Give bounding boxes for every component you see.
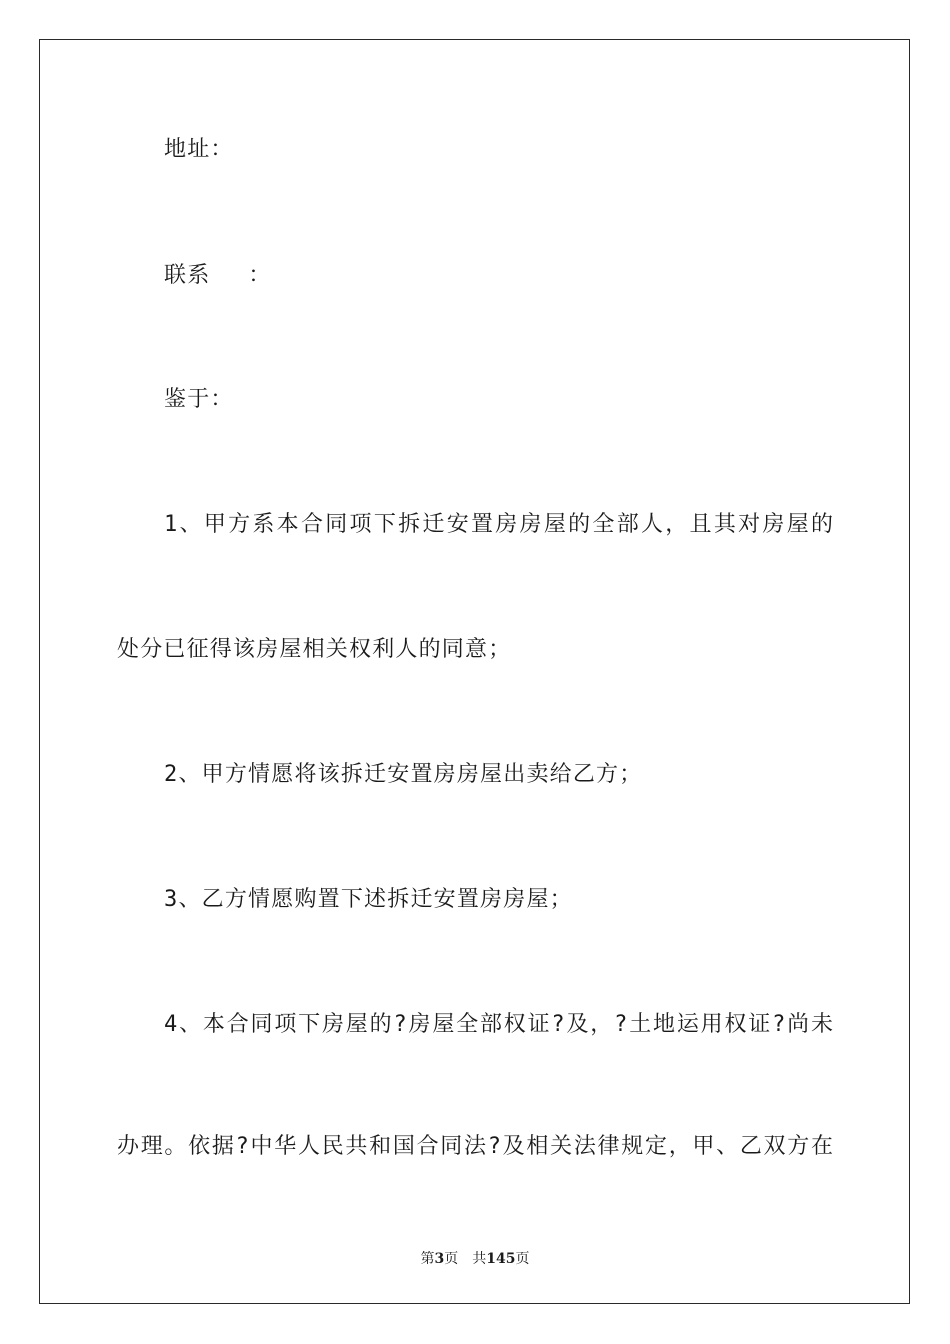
- page-suffix: 页: [444, 1251, 459, 1267]
- item-3-line: 3、乙方情愿购置下述拆迁安置房房屋；: [164, 887, 573, 912]
- page-footer: [0, 1248, 950, 1268]
- contact-line: [164, 262, 272, 290]
- page-border: [39, 39, 910, 1304]
- item-2-line: 2、甲方情愿将该拆迁安置房房屋出卖给乙方；: [164, 762, 643, 787]
- page-number: 3: [434, 1251, 445, 1267]
- item-4-line-2: 办理。依据?中华人民共和国合同法?及相关法律规定，甲、乙双方在: [117, 1134, 833, 1159]
- total-pages: 145: [486, 1251, 516, 1267]
- page-prefix: 第: [420, 1251, 435, 1267]
- contact-label: 联系: [164, 263, 211, 288]
- contact-colon: ：: [248, 263, 272, 288]
- item-1-line-2: 处分已征得该房屋相关权利人的同意；: [117, 637, 512, 662]
- total-suffix: 页: [515, 1251, 530, 1267]
- address-line: 地址：: [164, 137, 234, 162]
- total-prefix: 共: [472, 1251, 487, 1267]
- item-4-line-1: 4、本合同项下房屋的?房屋全部权证?及，?土地运用权证?尚未: [164, 1012, 833, 1037]
- whereas-line: 鉴于：: [164, 387, 234, 412]
- item-1-line-1: 1、甲方系本合同项下拆迁安置房房屋的全部人，且其对房屋的: [164, 512, 833, 537]
